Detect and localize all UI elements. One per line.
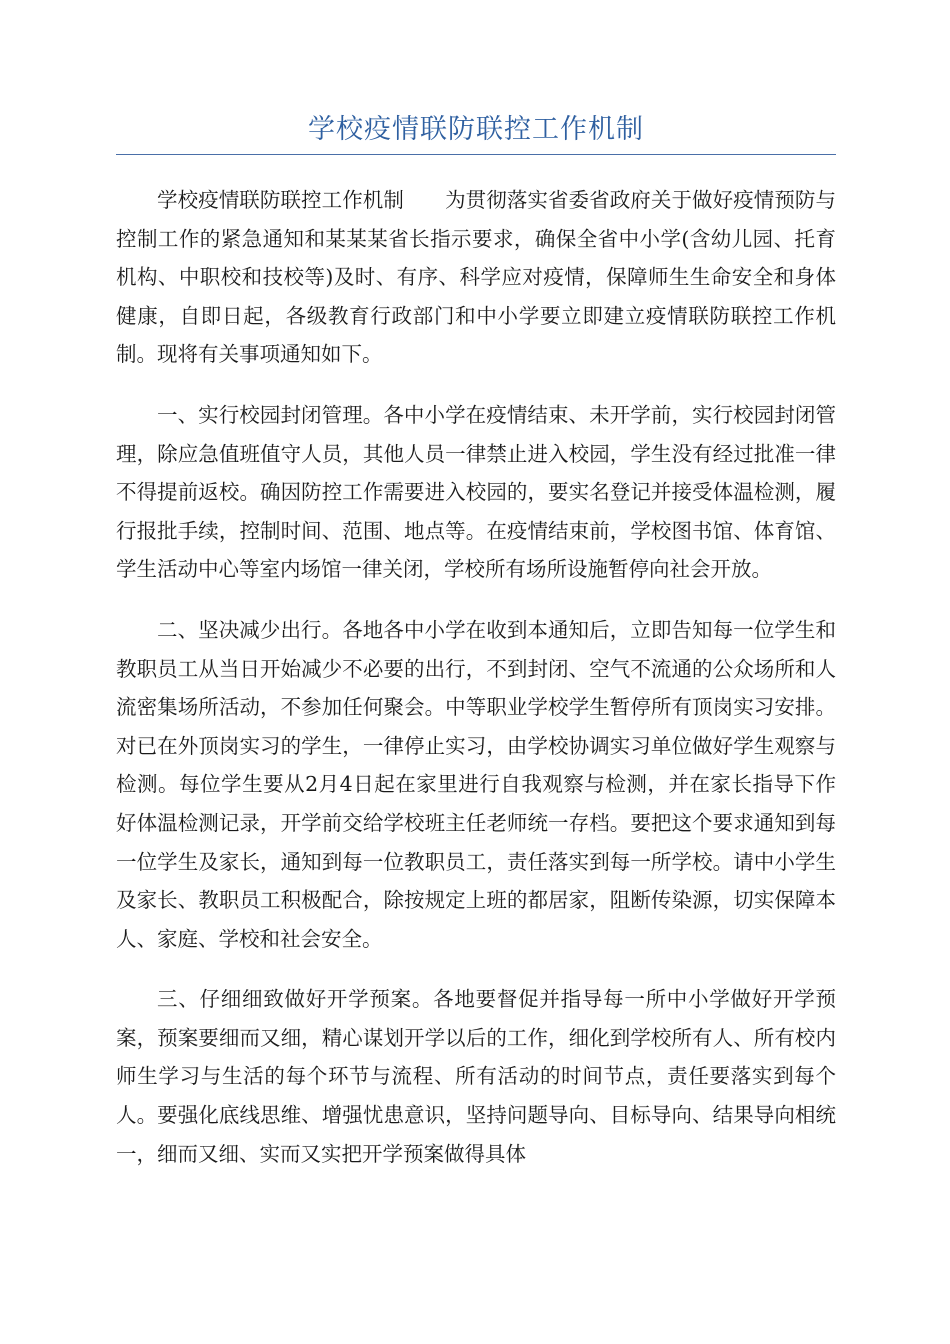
document-page	[116, 110, 836, 1195]
paragraph-opening-plan: 三、仔细细致做好开学预案。各地要督促并指导每一所中小学做好开学预案，预案要细而又细，精心谋划开学以后的工作，细化到学校所有人、所有校内师生学习与生活的每个环节与流程、所有活动的时间节点，责任要落实到每个人。要强化底线思维、增强忧患意识，坚持问题导向、目标导向、结果导向相统一，细而又细、实而又实把开学预案做得具体	[116, 987, 836, 1166]
paragraph-intro: 学校疫情联防联控工作机制 为贯彻落实省委省政府关于做好疫情预防与控制工作的紧急通知和某某某省长指示要求，确保全省中小学(含幼儿园、托育机构、中职校和技校等)及时、有序、科学应对疫情，保障师生生命安全和身体健康，自即日起，各级教育行政部门和中小学要立即建立疫情联防联控工作机制。现将有关事项通知如下。	[116, 188, 836, 367]
paragraph-campus-closure: 一、实行校园封闭管理。各中小学在疫情结束、未开学前，实行校园封闭管理，除应急值班值守人员，其他人员一律禁止进入校园，学生没有经过批准一律不得提前返校。确因防控工作需要进入校园的，要实名登记并接受体温检测，履行报批手续，控制时间、范围、地点等。在疫情结束前，学校图书馆、体育馆、学生活动中心等室内场馆一律关闭，学校所有场所设施暂停向社会开放。	[116, 402, 836, 582]
document-title: 学校疫情联防联控工作机制	[308, 114, 644, 145]
title-underline	[116, 154, 836, 155]
paragraph-reduce-travel: 二、坚决减少出行。各地各中小学在收到本通知后，立即告知每一位学生和教职员工从当日开始减少不必要的出行，不到封闭、空气不流通的公众场所和人流密集场所活动，不参加任何聚会。中等职业学校学生暂停所有顶岗实习安排。对已在外顶岗实习的学生，一律停止实习，由学校协调实习单位做好学生观察与检测。每位学生要从2月4日起在家里进行自我观察与检测，并在家长指导下作好体温检测记录，开学前交给学校班主任老师统一存档。要把这个要求通知到每一位学生及家长，通知到每一位教职员工，责任落实到每一所学校。请中小学生及家长、教职员工积极配合，除按规定上班的都居家，阻断传染源，切实保障本人、家庭、学校和社会安全。	[116, 617, 836, 951]
